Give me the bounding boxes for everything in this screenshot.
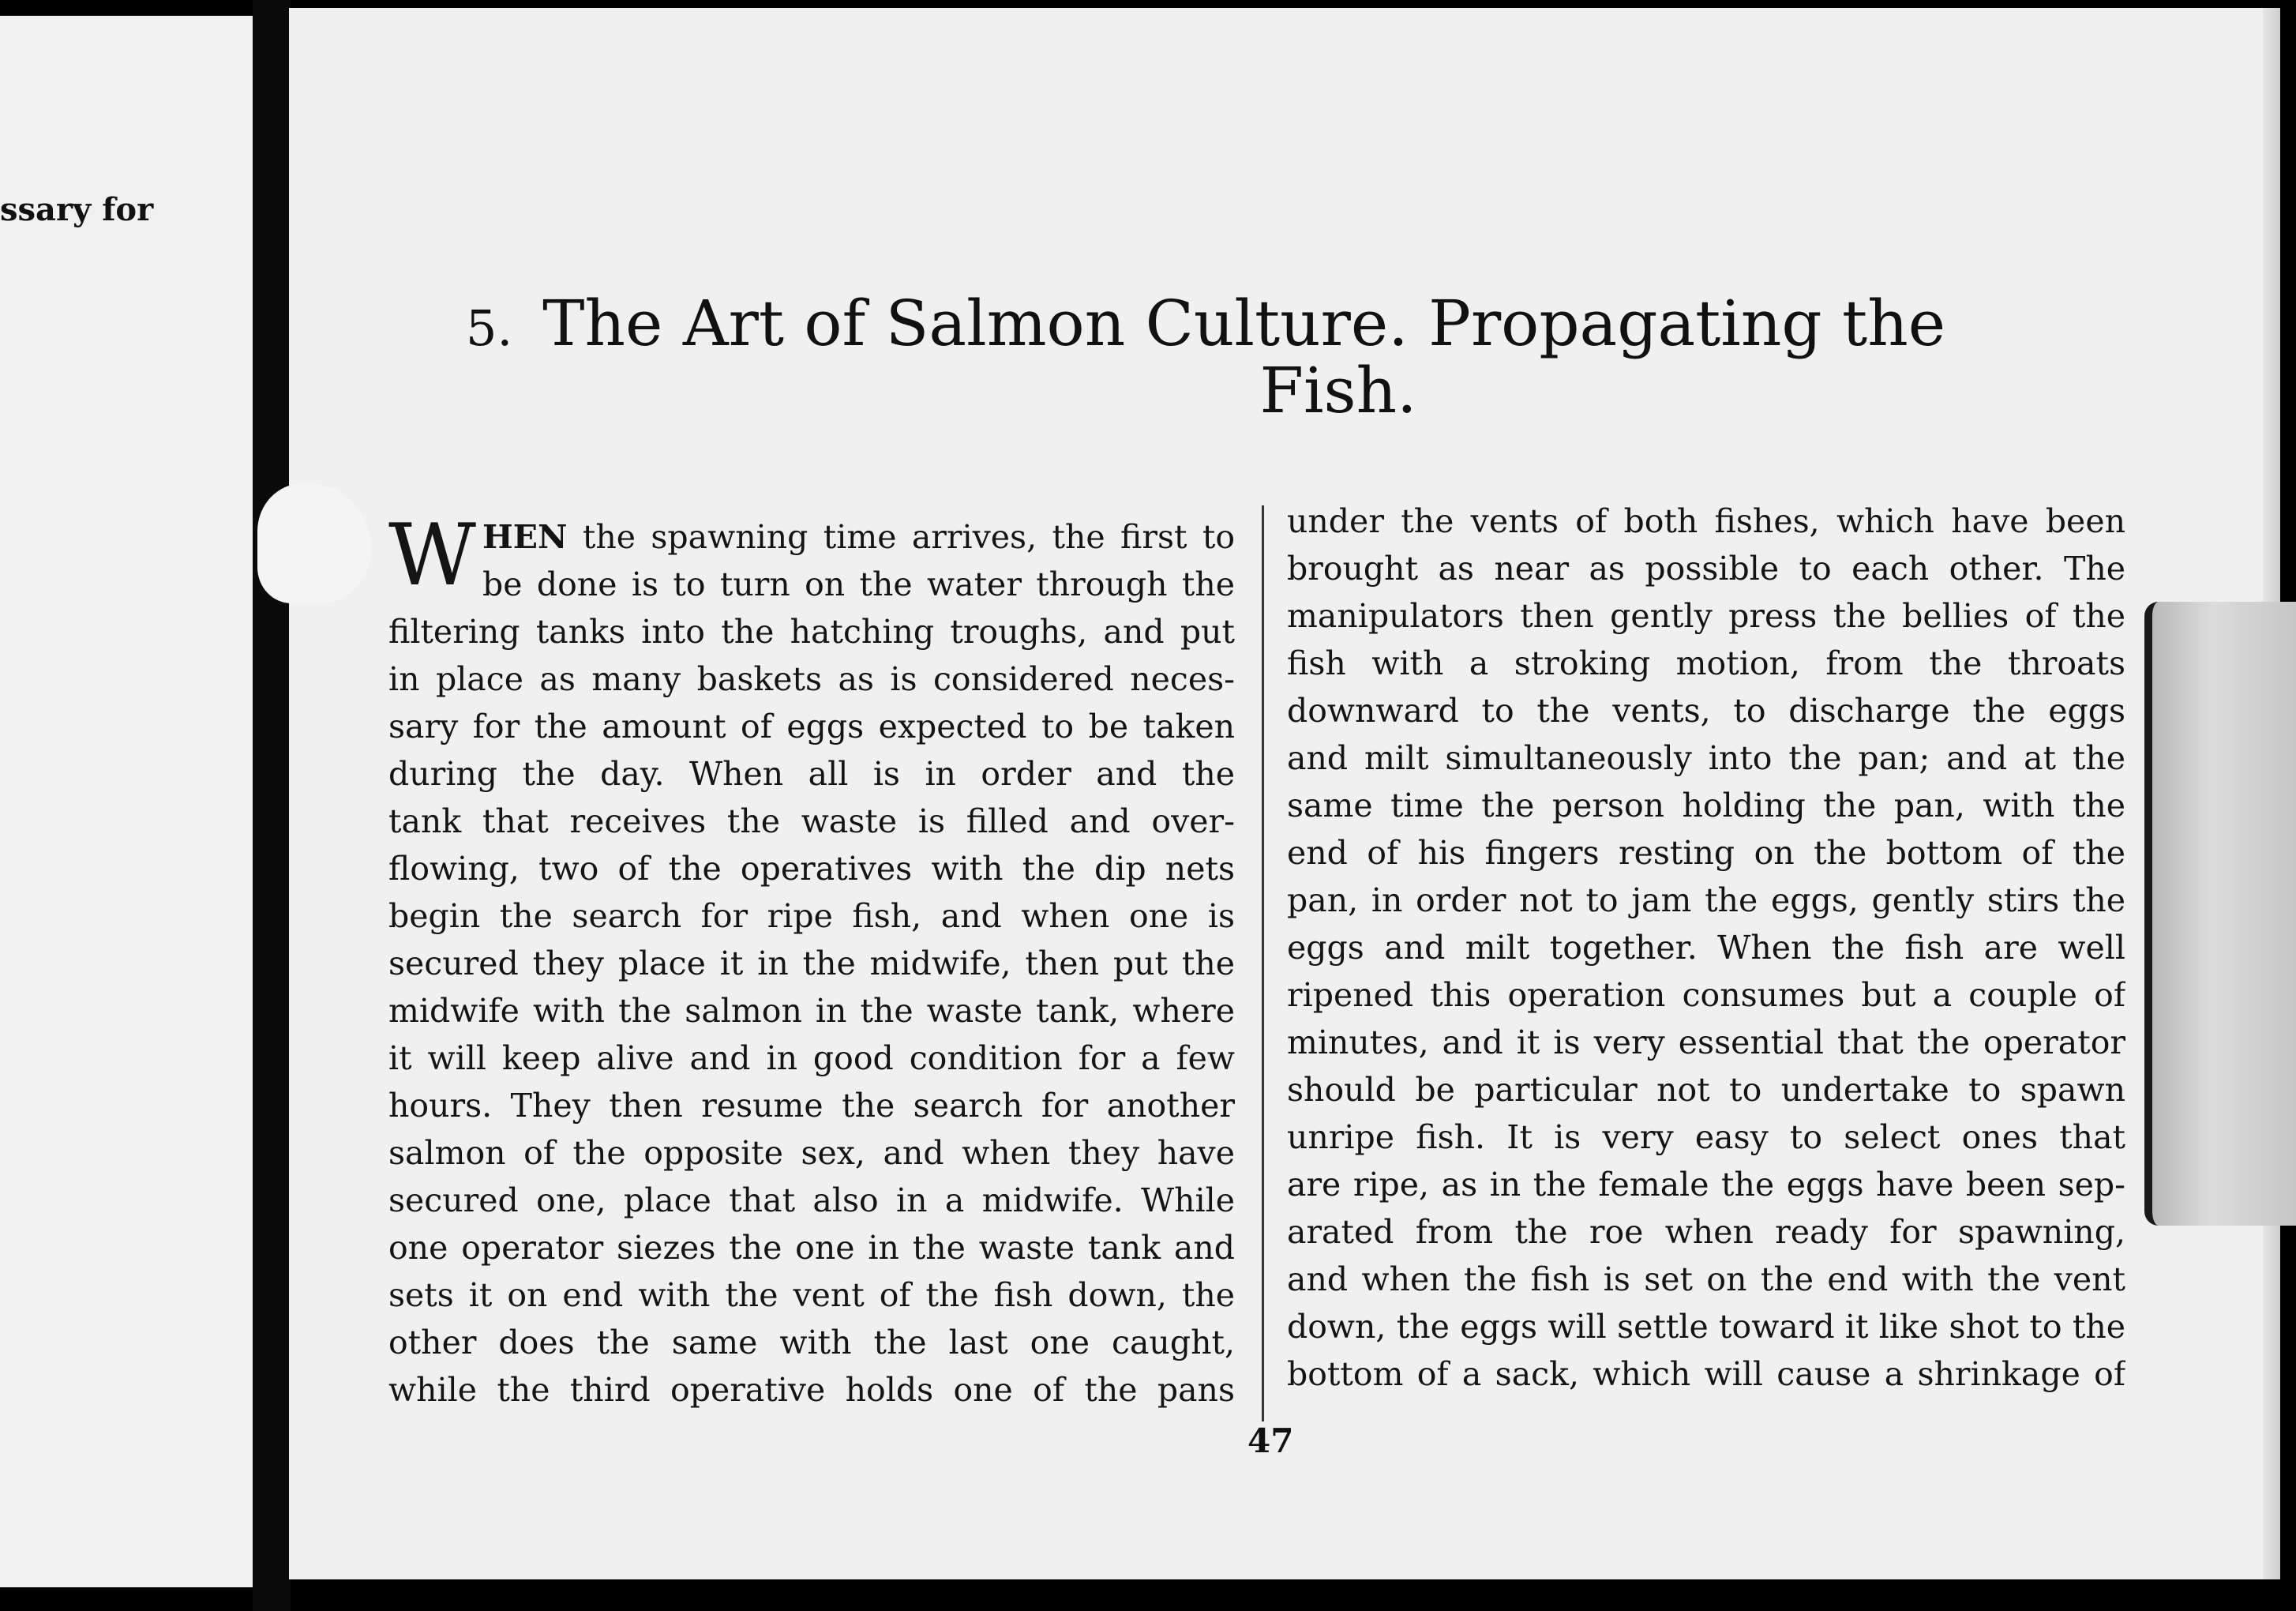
right-column bbox=[1287, 498, 2125, 1398]
column-divider bbox=[1262, 505, 1264, 1421]
text-line: arated from the roe when ready for spawning, bbox=[1287, 1213, 2125, 1251]
page-tab-clip bbox=[2144, 602, 2296, 1226]
text-line: and when the fish is set on the end with the vent bbox=[1287, 1260, 2125, 1298]
page-number: 47 bbox=[1247, 1421, 1294, 1460]
text-line: bottom of a sack, which will cause a shrinkage of bbox=[1287, 1355, 2125, 1393]
text-line: while the third operative holds one of the pans bbox=[388, 1371, 1235, 1409]
book-gutter bbox=[253, 0, 291, 1611]
text-line: midwife with the salmon in the waste tank, where bbox=[388, 992, 1235, 1030]
text-line: eggs and milt together. When the fish are well bbox=[1287, 929, 2125, 967]
chapter-title-line-1: The Art of Salmon Culture. Propagating the bbox=[542, 287, 1946, 360]
text-line: fish with a stroking motion, from the throats bbox=[1287, 644, 2125, 682]
text-line: unripe fish. It is very easy to select ones that bbox=[1287, 1118, 2125, 1156]
left-page-text-fragment: ssary for bbox=[0, 191, 154, 228]
left-column bbox=[388, 506, 1235, 1414]
chapter-title-line-2: Fish. bbox=[1259, 353, 1417, 427]
chapter-number: 5. bbox=[466, 299, 513, 357]
left-page bbox=[0, 16, 253, 1587]
text-line: secured they place it in the midwife, then put the bbox=[388, 944, 1235, 982]
drop-cap: W bbox=[388, 506, 477, 605]
text-line: brought as near as possible to each other. The bbox=[1287, 550, 2125, 588]
text-line: same time the person holding the pan, with the bbox=[1287, 787, 2125, 824]
text-line: flowing, two of the operatives with the dip nets bbox=[388, 850, 1235, 888]
text-line: ripened this operation consumes but a couple of bbox=[1287, 976, 2125, 1014]
text-line: secured one, place that also in a midwife. While bbox=[388, 1181, 1235, 1219]
text-line: hours. They then resume the search for another bbox=[388, 1087, 1235, 1125]
chapter-title bbox=[466, 287, 2084, 427]
text-line: it will keep alive and in good condition for a few bbox=[388, 1039, 1235, 1077]
text-line: end of his fingers resting on the bottom of the bbox=[1287, 834, 2125, 872]
text-line: filtering tanks into the hatching troughs, and put bbox=[388, 613, 1235, 651]
text-line: tank that receives the waste is filled and over- bbox=[388, 802, 1235, 840]
text-line: be done is to turn on the water through the bbox=[482, 565, 1235, 603]
text-line: and milt simultaneously into the pan; and at the bbox=[1287, 739, 2125, 777]
lead-caps: HEN bbox=[482, 518, 568, 556]
text-line: under the vents of both fishes, which have been bbox=[1287, 502, 2125, 540]
text-line: begin the search for ripe fish, and when one is bbox=[388, 897, 1235, 935]
text-line: should be particular not to undertake to spawn bbox=[1287, 1071, 2125, 1109]
text-line: pan, in order not to jam the eggs, gently stirs the bbox=[1287, 881, 2125, 919]
text-line: minutes, and it is very essential that the operator bbox=[1287, 1023, 2125, 1061]
text-line: sets it on end with the vent of the fish down, the bbox=[388, 1276, 1235, 1314]
text-line: down, the eggs will settle toward it like shot to the bbox=[1287, 1308, 2125, 1346]
text-line: during the day. When all is in order and the bbox=[388, 755, 1235, 793]
text-line: in place as many baskets as is considered neces- bbox=[388, 660, 1235, 698]
text-line: downward to the vents, to discharge the eggs bbox=[1287, 692, 2125, 730]
text-line: one operator siezes the one in the waste tank and bbox=[388, 1229, 1235, 1267]
text-line: are ripe, as in the female the eggs have been sep- bbox=[1287, 1166, 2125, 1204]
text-line: salmon of the opposite sex, and when they have bbox=[388, 1134, 1235, 1172]
text-line: HEN the spawning time arrives, the first to bbox=[482, 518, 1235, 556]
text-line: other does the same with the last one caught, bbox=[388, 1324, 1235, 1361]
text-line: manipulators then gently press the bellies of the bbox=[1287, 597, 2125, 635]
text-line: sary for the amount of eggs expected to be taken bbox=[388, 708, 1235, 745]
